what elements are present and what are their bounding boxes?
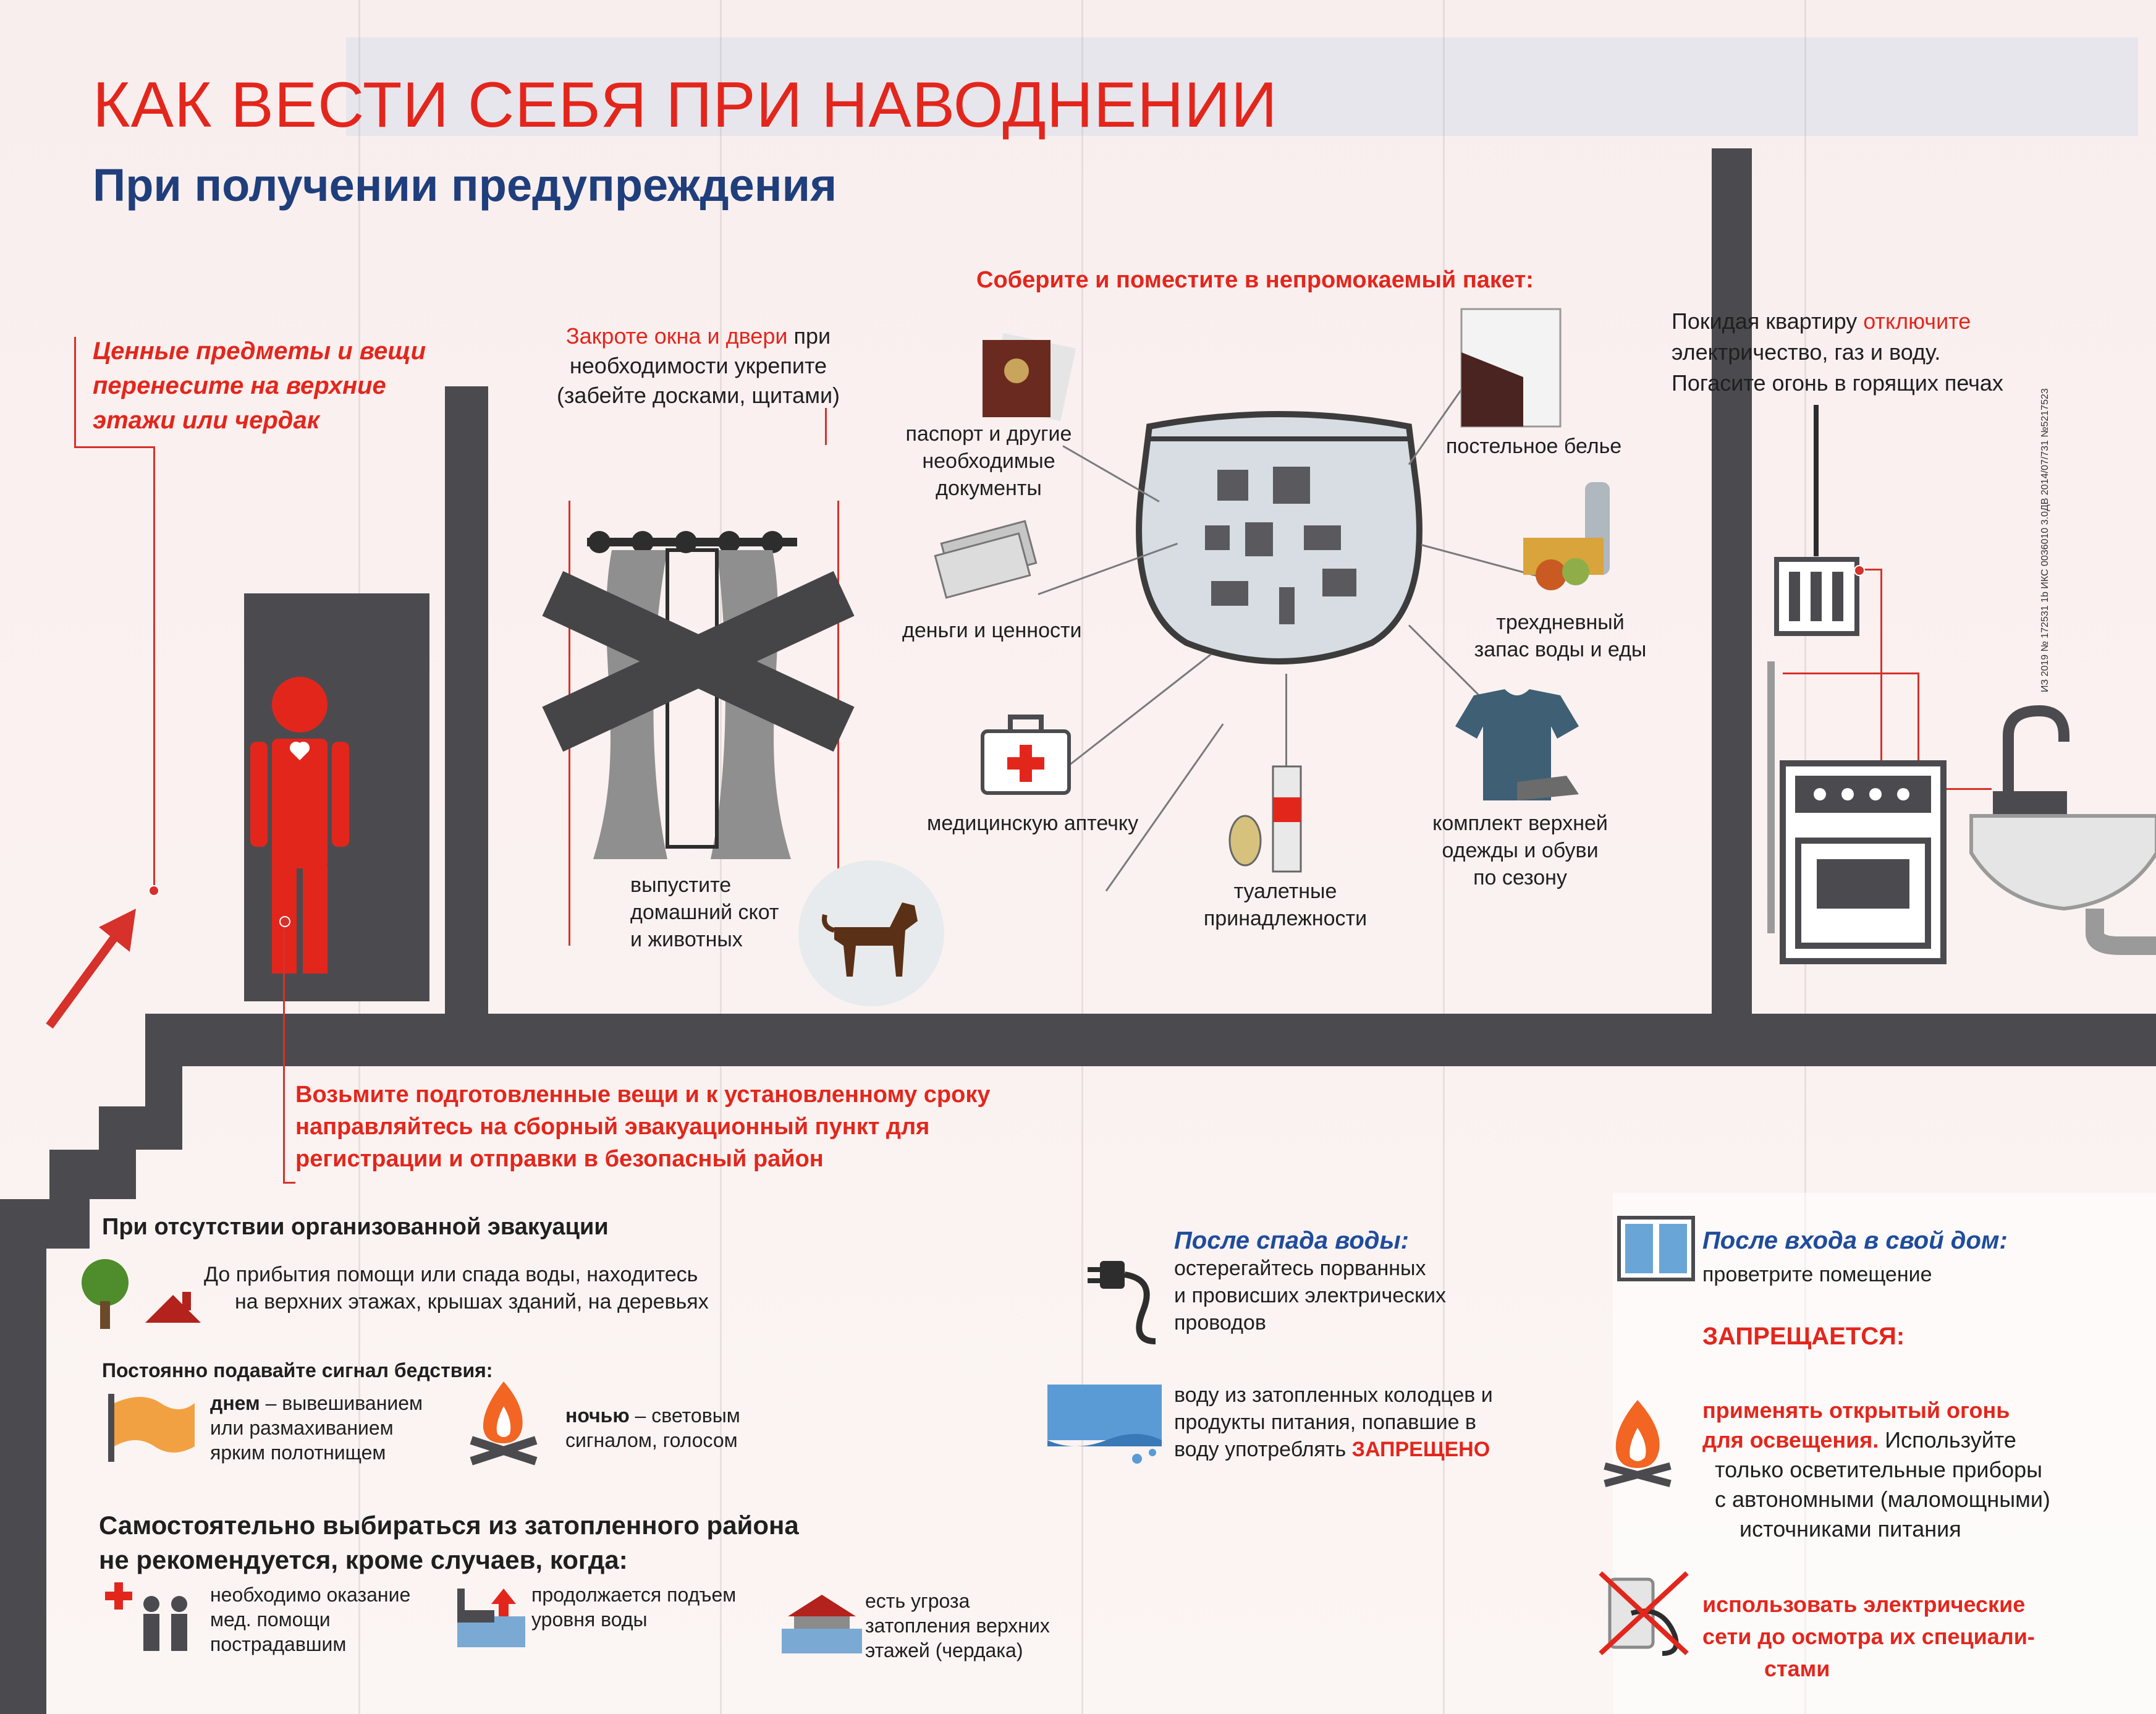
leader-line	[1783, 672, 1919, 674]
leaving-line: Погасите огонь в горящих печах	[1672, 370, 2003, 396]
evacuate-line: регистрации и отправки в безопасный район	[295, 1146, 824, 1172]
case-house-line: затопления верхних	[865, 1614, 1050, 1637]
leader-line	[153, 446, 155, 891]
toiletries-label	[1174, 878, 1397, 932]
electric-rule	[1702, 1589, 2035, 1685]
socket-crossed-icon	[1594, 1567, 1693, 1660]
signal-heading: Постоянно подавайте сигнал бедствия:	[102, 1359, 493, 1381]
plug-icon	[1081, 1249, 1174, 1347]
tree-icon	[74, 1255, 136, 1329]
after-water-wires-line: и провисших электрических	[1174, 1284, 1447, 1307]
animals-line: домашний скот	[630, 901, 779, 924]
signal-day	[210, 1391, 423, 1465]
leader-line	[825, 408, 827, 445]
after-home-heading: После входа в свой дом:	[1702, 1227, 2008, 1254]
leader-line	[283, 1182, 295, 1184]
windows-red: Закроте окна и двери	[565, 323, 788, 349]
clothes-line: комплект верхней	[1432, 812, 1608, 835]
signal-day-line: ярким полотнищем	[210, 1441, 386, 1464]
leader-line	[283, 924, 285, 1184]
food-icon	[1508, 476, 1631, 600]
animals-label	[630, 872, 779, 953]
valuables-text	[93, 334, 426, 438]
windows-rest: при	[787, 323, 831, 349]
case-house-line: есть угроза	[865, 1590, 970, 1612]
floor	[145, 1014, 2156, 1066]
food-label	[1461, 609, 1659, 663]
medkit-label: медицинскую аптечку	[927, 812, 1139, 835]
self-exit-heading	[99, 1508, 799, 1577]
fire-rule-line	[1702, 1425, 2050, 1455]
stove-icon	[1780, 760, 1947, 964]
pipe	[1730, 661, 1775, 933]
food-line: запас воды и еды	[1474, 638, 1647, 661]
fire-rule-line: источниками питания	[1740, 1516, 1961, 1542]
toiletries-line: принадлежности	[1203, 907, 1368, 930]
bedding-icon	[1449, 303, 1566, 433]
animals-line: и животных	[630, 928, 743, 951]
clothes-line: одежды и обуви	[1442, 839, 1599, 862]
person-icon	[244, 668, 355, 977]
windows-line	[544, 321, 853, 351]
after-water-forbidden: ЗАПРЕЩЕНО	[1351, 1438, 1490, 1461]
self-exit-line: Самостоятельно выбираться из затопленного района	[99, 1511, 799, 1540]
after-water-wires-line: проводов	[1174, 1311, 1266, 1334]
after-water-water	[1174, 1381, 1493, 1463]
leader-dot	[148, 885, 159, 896]
signal-day-line: или размахиванием	[210, 1417, 394, 1439]
leaving-red: отключите	[1863, 308, 1971, 334]
electric-rule-line: стами	[1764, 1656, 1830, 1681]
passport-label	[884, 420, 1094, 502]
clothes-label	[1390, 810, 1650, 891]
fire-rule-line: с автономными (маломощными)	[1715, 1487, 2050, 1512]
fire-rule-line: применять открытый огонь	[1702, 1398, 2010, 1423]
passport-icon	[976, 334, 1081, 420]
signal-day-rest: – вывешиванием	[260, 1392, 423, 1414]
first-aid-icon	[102, 1579, 195, 1653]
leader-line	[74, 446, 154, 448]
bag-heading: Соберите и поместите в непромокаемый пакет:	[976, 267, 1534, 293]
no-evacuation-heading: При отсутствии организованной эвакуации	[102, 1214, 609, 1240]
case-medical-line: пострадавшим	[210, 1633, 347, 1655]
windows-text	[544, 321, 853, 410]
fire-rule-line: только осветительные приборы	[1715, 1457, 2043, 1482]
window-icon	[1616, 1215, 1696, 1283]
cord	[1814, 405, 1819, 556]
signal-day-line	[210, 1391, 423, 1415]
page-title: КАК ВЕСТИ СЕБЯ ПРИ НАВОДНЕНИИ	[93, 69, 1278, 141]
after-home-text: проветрите помещение	[1702, 1263, 1932, 1286]
case-water-line: продолжается подъем	[531, 1584, 737, 1606]
switch-icon	[1773, 556, 1860, 637]
no-evacuation-text	[204, 1261, 709, 1315]
clothes-line: по сезону	[1473, 866, 1567, 889]
signal-night	[565, 1403, 740, 1453]
medkit-icon	[979, 714, 1072, 794]
toiletries-icon	[1220, 760, 1319, 878]
animals-line: выпустите	[630, 873, 732, 897]
case-medical-line: мед. помощи	[210, 1608, 331, 1631]
evacuate-text	[295, 1079, 991, 1175]
curtain-icon	[544, 525, 853, 872]
self-exit-line: не рекомендуется, кроме случаев, когда:	[99, 1545, 628, 1574]
leader-line	[74, 337, 76, 448]
case-water-line: уровня воды	[531, 1608, 648, 1631]
signal-night-rest: – световым	[629, 1404, 740, 1427]
leaving-line: электричество, газ и воду.	[1672, 339, 1941, 365]
case-medical-line: необходимо оказание	[210, 1584, 411, 1606]
wall	[445, 386, 488, 1066]
valuables-line: этажи или чердак	[93, 407, 319, 434]
evacuate-line: Возьмите подготовленные вещи и к установленному сроку	[295, 1082, 991, 1108]
passport-line: необходимые	[922, 449, 1055, 473]
leader-dot	[1854, 565, 1865, 576]
flag-icon	[105, 1391, 198, 1465]
bonfire-icon	[463, 1375, 544, 1468]
bedding-label: постельное белье	[1446, 435, 1622, 458]
sink-icon	[1971, 698, 2156, 946]
signal-night-line	[565, 1403, 740, 1428]
leader-dot	[279, 916, 290, 927]
fire-rule-red: для освещения.	[1702, 1427, 1879, 1453]
money-label: деньги и ценности	[902, 619, 1082, 642]
bag-icon	[1125, 402, 1434, 674]
fire-rule	[1702, 1396, 2050, 1544]
windows-line: необходимости укрепите	[569, 353, 827, 378]
leaving-line	[1672, 306, 2003, 337]
valuables-line: перенесите на верхние	[93, 372, 386, 399]
water-icon	[1044, 1378, 1168, 1471]
roof-icon	[139, 1286, 207, 1329]
case-house	[865, 1589, 1050, 1663]
after-water-wires	[1174, 1255, 1446, 1336]
after-water-water-prefix: воду употреблять	[1174, 1438, 1352, 1461]
fire-icon	[1600, 1397, 1675, 1490]
forbidden-heading: ЗАПРЕЩАЕТСЯ:	[1702, 1323, 1905, 1350]
passport-line: документы	[936, 477, 1042, 500]
case-medical	[210, 1582, 410, 1657]
windows-line: (забейте досками, щитами)	[556, 383, 840, 408]
after-water-water-line	[1174, 1436, 1493, 1463]
water-rise-icon	[454, 1582, 528, 1650]
side-code: ИЗ 2019 № 172531 1b ИКС 0036010 3.0ДВ 2014/07/731 №5217523	[2040, 388, 2050, 692]
flood-house-icon	[782, 1592, 862, 1653]
evacuate-line: направляйтесь на сборный эвакуационный пункт для	[295, 1114, 930, 1140]
page-subtitle: При получении предупреждения	[93, 159, 837, 211]
food-line: трехдневный	[1496, 611, 1625, 634]
signal-night-bold: ночью	[565, 1404, 630, 1427]
clothes-icon	[1449, 689, 1585, 807]
leaving-before: Покидая квартиру	[1672, 308, 1864, 334]
valuables-line: Ценные предметы и вещи	[93, 337, 426, 365]
no-evacuation-line: на верхних этажах, крышах зданий, на деревьях	[235, 1290, 709, 1313]
no-evacuation-line: До прибытия помощи или спада воды, находитесь	[204, 1263, 698, 1286]
dog-icon	[797, 859, 945, 1008]
after-water-heading: После спада воды:	[1174, 1227, 1409, 1254]
after-water-wires-line: остерегайтесь порванных	[1174, 1257, 1426, 1280]
signal-day-bold: днем	[210, 1392, 260, 1414]
electric-rule-line: использовать электрические	[1702, 1592, 2026, 1617]
fire-rule-rest: Используйте	[1879, 1427, 2016, 1453]
leaving-text	[1672, 306, 2003, 399]
arrow-icon	[43, 909, 142, 1032]
leader-line	[1880, 569, 1882, 785]
toiletries-line: туалетные	[1233, 880, 1337, 903]
signal-night-line: сигналом, голосом	[565, 1429, 738, 1451]
money-icon	[933, 519, 1038, 593]
passport-line: паспорт и другие	[905, 422, 1072, 446]
electric-rule-line: сети до осмотра их специали-	[1702, 1624, 2035, 1649]
after-water-water-line: воду из затопленных колодцев и	[1174, 1383, 1493, 1407]
case-house-line: этажей (чердака)	[865, 1639, 1023, 1661]
after-water-water-line: продукты питания, попавшие в	[1174, 1411, 1476, 1434]
case-water	[531, 1582, 736, 1632]
